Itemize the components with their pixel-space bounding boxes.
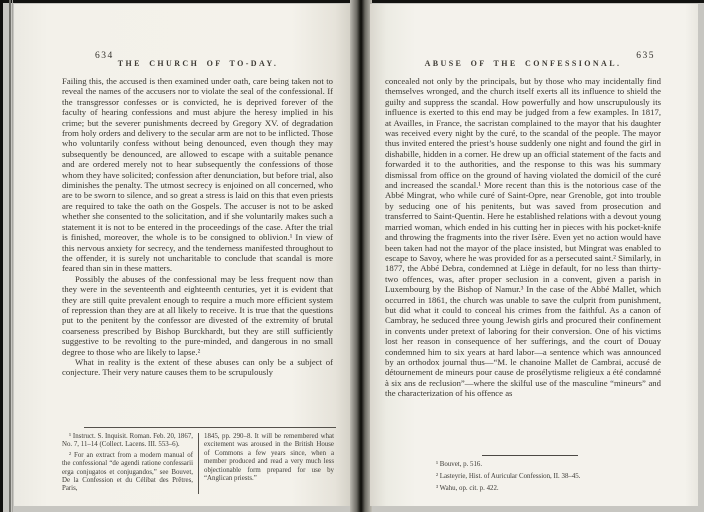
footnote: ³ Wahu, op. cit. p. 422. bbox=[436, 484, 499, 492]
footnote: ¹ Instruct. S. Inquisit. Roman. Feb. 20, 1867, No. 7, 11–14 (Collect. Lacens. III. 553–6). bbox=[62, 433, 193, 449]
left-page-footnotes bbox=[62, 433, 334, 494]
right-header-row bbox=[385, 51, 661, 68]
binding-shadow-line bbox=[9, 0, 11, 512]
book-spine-shadow bbox=[350, 0, 372, 512]
footnote-rule bbox=[482, 455, 578, 456]
footnote-rule bbox=[84, 427, 336, 428]
footnote-column-1 bbox=[62, 433, 198, 494]
left-header-row bbox=[62, 51, 334, 68]
right-page-footnotes bbox=[436, 461, 666, 496]
right-running-header: ABUSE OF THE CONFESSIONAL. bbox=[424, 59, 622, 68]
left-page-body bbox=[62, 76, 333, 378]
book-binding-edge bbox=[0, 0, 3, 512]
right-page-number: 635 bbox=[636, 51, 655, 61]
left-page-number: 634 bbox=[95, 51, 114, 61]
footnote: ² Lasteyrie, Hist. of Auricular Confession, II. 38–45. bbox=[436, 472, 581, 480]
right-page-body bbox=[385, 76, 661, 399]
binding-highlight-line bbox=[12, 0, 13, 512]
footnote: ¹ Bouvet, p. 516. bbox=[436, 461, 483, 468]
left-running-header: THE CHURCH OF TO-DAY. bbox=[117, 59, 279, 68]
footnote-column-2 bbox=[198, 433, 334, 494]
right-page bbox=[370, 4, 698, 506]
footnote: ² For an extract from a modern manual of the confessional “de agendi ratione confessarii erga conjugatos et conjugandos,” see Bouvet, De la Confession et du Célibat des Prêtres, Paris, bbox=[62, 451, 193, 493]
body-paragraph: What in reality is the extent of these abuses can only be a subject of conjecture. Their very nature causes them to be scrupulously bbox=[62, 356, 333, 378]
left-page bbox=[14, 4, 352, 506]
body-paragraph: Possibly the abuses of the confessional may be less frequent now than they were in the seventeenth and eighteenth centuries, yet it is evident that they are still quite prevalent enough to require a much more efficient system of repression than they are at all likely to receive. It is true that the questions put to the penitent by the confessor are divested of the extremity of brutal coarseness prescribed by Bishop Burckhardt, but they are still sufficiently suggestive to be revolting to the pure-minded, and dangerous in no small degree to those who are likely to lapse.² bbox=[62, 273, 333, 357]
footnote-continuation: 1845, pp. 290–8. It will be remembered what excitement was aroused in the British House of Commons a few years since, when a member produced and read a very much less objectionable form prepared for use by “Anglican priests.” bbox=[204, 433, 334, 483]
body-paragraph: concealed not only by the principals, but by those who may incidentally find themselves wronged, and the church itself exerts all its influence to shield the guilty and suppress the scandal. How powerfully and how unscrupulously its influence is exerted to this end may be judged from a few examples. In 1817, at Availles, in France, the sacristan complained to the mayor that his daughter was received every night by the curé, to the scandal of the people. The mayor thus invited entered the priest’s house suddenly one night and found the girl in dishabille, hidden in a corner. He drew up an official statement of the facts and forwarded it to the authorities, and the response to this was his summary dismissal from office on the ground of having violated the domicil of the curé and increased the scandal.¹ More recent than this is the notorious case of the Abbé Mingrat, who while curé of Saint-Opre, near Grenoble, got into trouble by seducing one of his penitents, but was saved from prosecution and transferred to Saint-Quentin. Here he established relations with a devout young married woman, which ended in his cutting her in pieces with his pocket-knife and throwing the fragments into the river Isère. Even yet no action would have been taken had not the mayor of the place insisted, but Mingrat was enabled to escape to Savoy, where he was provided for as a persecuted saint.² Similarly, in 1877, the Abbé Debra, condemned at Liège in default, for no less than thirty-two offences, was, after proper seclusion in a convent, given a parish in Luxembourg by the Bishop of Namur.³ In the case of the Abbé Mallet, which occurred in 1861, the church was unable to save the culprit from punishment, but did what it could to conceal his crimes from the faithful. As a canon of Cambray, he seduced three young Jewish girls and procured their confinement in convents under pretext of laboring for their conversion. One of his victims lost her reason in consequence of her sufferings, and the court of Douay condemned him to six years at hard labor—a sentence which was announced by an orthodox journal thus—“M. le chanoine Mallet de Cambrai, accusé de détournement de mineurs pour cause de prosélytisme religieux a été condamné à six ans de reclusion”—where the skilful use of the masculine “mineurs” and the characterization of his offence as bbox=[385, 76, 661, 399]
body-paragraph: Failing this, the accused is then examined under oath, care being taken not to reveal the names of the accusers nor to violate the seal of the confessional. If the transgressor confesses or is convicted, he is deprived forever of the faculty of hearing confessions and must abjure the heresy implied in his crime; but the severer punishments decreed by Gregory XV. of degradation from holy orders and delivery to the secular arm are not to be inflicted. Those who voluntarily confess without being denounced, even though they may subsequently be denounced, are allowed to escape with a suitable penance and are ordered merely not to hear subsequently the confessions of those whom they have solicited; confession after denunciation, but before trial, also diminishes the penalty. The utmost secrecy is enjoined on all concerned, who are to be sworn to silence, and so great a stress is laid on this that even priests are required to take the oath on the Gospels. The accuser is not to be asked whether she consented to the solicitation, and if she voluntarily makes such a statement it is not to be entered in the proceedings of the case. After the trial is finished, moreover, the whole is to be consigned to oblivion.¹ In view of this nervous anxiety for secrecy, and the tenderness manifested throughout to the offender, it is surely not uncharitable to conclude that scandal is more feared than sin in these matters. bbox=[62, 76, 333, 274]
